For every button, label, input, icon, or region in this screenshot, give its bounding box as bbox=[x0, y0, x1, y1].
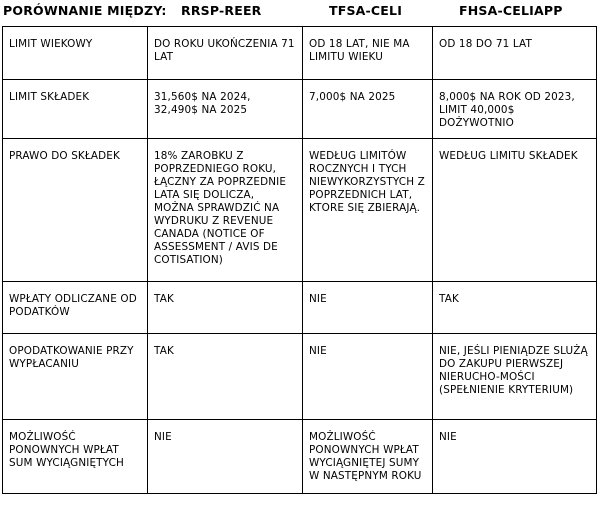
table-row-recontribution bbox=[3, 420, 597, 494]
table-row-tax-deductible bbox=[3, 282, 597, 334]
table-header bbox=[0, 0, 598, 26]
row-label: MOŻLIWOŚĆ PONOWNYCH WPŁAT SUM WYCIĄGNIĘTYCH bbox=[3, 420, 148, 494]
row-label: WPŁATY ODLICZANE OD PODATKÓW bbox=[3, 282, 148, 334]
cell-fhsa: NIE, JEŚLI PIENIĄDZE SLUŻĄ DO ZAKUPU PIERWSZEJ NIERUCHO-MOŚCI (SPEŁNIENIE KRYTERIUM) bbox=[433, 334, 597, 420]
row-label: LIMIT WIEKOWY bbox=[3, 27, 148, 80]
cell-tfsa: MOŻLIWOŚĆ PONOWNYCH WPŁAT WYCIĄGNIĘTEJ SUMY W NASTĘPNYM ROKU bbox=[303, 420, 433, 494]
table-row-contribution-room bbox=[3, 139, 597, 282]
comparison-label: PORÓWNANIE MIĘDZY: bbox=[3, 3, 167, 18]
cell-tfsa: WEDŁUG LIMITÓW ROCZNYCH I TYCH NIEWYKORZYSTYCH Z POPRZEDNICH LAT, KTORE SIĘ ZBIERAJĄ. bbox=[303, 139, 433, 282]
comparison-table bbox=[2, 26, 597, 494]
cell-rrsp: 31,560$ NA 2024, 32,490$ NA 2025 bbox=[148, 80, 303, 139]
cell-tfsa: NIE bbox=[303, 334, 433, 420]
row-label: PRAWO DO SKŁADEK bbox=[3, 139, 148, 282]
column-header-tfsa: TFSA-CELI bbox=[329, 3, 403, 18]
table-row-withdrawal-tax bbox=[3, 334, 597, 420]
table-row-age-limit bbox=[3, 27, 597, 80]
row-label: LIMIT SKŁADEK bbox=[3, 80, 148, 139]
cell-rrsp: DO ROKU UKOŃCZENIA 71 LAT bbox=[148, 27, 303, 80]
cell-tfsa: 7,000$ NA 2025 bbox=[303, 80, 433, 139]
cell-fhsa: OD 18 DO 71 LAT bbox=[433, 27, 597, 80]
row-label: OPODATKOWANIE PRZY WYPŁACANIU bbox=[3, 334, 148, 420]
cell-tfsa: OD 18 LAT, NIE MA LIMITU WIEKU bbox=[303, 27, 433, 80]
column-header-fhsa: FHSA-CELIAPP bbox=[459, 3, 563, 18]
table-row-contribution-limit bbox=[3, 80, 597, 139]
cell-rrsp: TAK bbox=[148, 282, 303, 334]
cell-rrsp: TAK bbox=[148, 334, 303, 420]
cell-tfsa: NIE bbox=[303, 282, 433, 334]
cell-rrsp: NIE bbox=[148, 420, 303, 494]
cell-fhsa: NIE bbox=[433, 420, 597, 494]
cell-fhsa: TAK bbox=[433, 282, 597, 334]
column-header-rrsp: RRSP-REER bbox=[181, 3, 262, 18]
cell-rrsp: 18% ZAROBKU Z POPRZEDNIEGO ROKU, ŁĄCZNY ZA POPRZEDNIE LATA SIĘ DOLICZA, MOŻNA SPRAWDZIĆ NA WYDRUKU Z REVENUE CANADA (NOTICE OF ASSESSMENT / AVIS DE COTISATION) bbox=[148, 139, 303, 282]
cell-fhsa: WEDŁUG LIMITU SKŁADEK bbox=[433, 139, 597, 282]
cell-fhsa: 8,000$ NA ROK OD 2023, LIMIT 40,000$ DOŻYWOTNIO bbox=[433, 80, 597, 139]
